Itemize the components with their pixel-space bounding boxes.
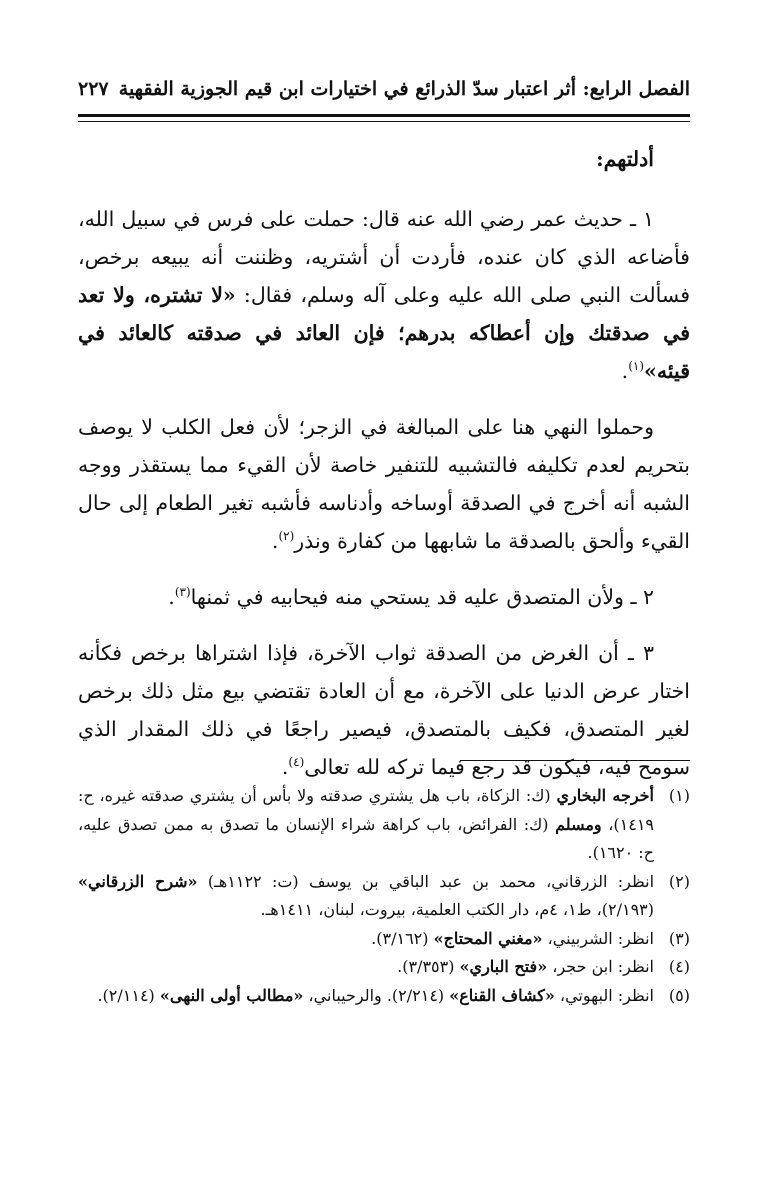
paragraph-text: ١ ـ حديث عمر رضي الله عنه قال: حملت على فرس في سبيل الله، فأضاعه الذي كان عنده، فأردت أن أشتريه، وظننت أنه يبيعه برخص، فسألت النبي صلى الله عليه وعلى آله وسلم، فقال: bbox=[78, 207, 690, 307]
section-heading: أدلتهم: bbox=[596, 147, 654, 171]
footnote-number: (٤) bbox=[668, 957, 690, 976]
footnote-item bbox=[78, 982, 690, 1011]
footnote-plain: انظر: الزرقاني، محمد بن عبد الباقي بن يوسف (ت: ١١٢٢هـ) bbox=[197, 871, 655, 891]
footnote-text bbox=[78, 782, 654, 868]
period: . bbox=[281, 755, 289, 779]
footnote-plain: (٢/١١٤). bbox=[97, 985, 160, 1005]
footnote-item bbox=[78, 782, 690, 868]
footnote-ref[interactable]: (٤) bbox=[288, 755, 305, 770]
footnote-item bbox=[78, 925, 690, 954]
footnote-item bbox=[78, 953, 690, 982]
footnotes bbox=[78, 782, 690, 1010]
footnote-bold: «مغني المحتاج» bbox=[433, 928, 543, 948]
paragraph-text: ٣ ـ أن الغرض من الصدقة ثواب الآخرة، فإذا اشتراها برخص فكأنه اختار عرض الدنيا على الآخرة، مع أن العادة تقتضي بيع مثل ذلك برخص لغير المتصدق، فكيف بالمتصدق، فيصير راجعًا في ذلك المقدار الذي سومح فيه، فيكون قد رجع فيما تركه لله تعالى bbox=[78, 641, 690, 779]
footnote-plain: (ك: الفرائض، باب كراهة شراء الإنسان ما تصدق به ممن تصدق عليه، ح: ١٦٢٠). bbox=[78, 814, 654, 862]
period: . bbox=[271, 529, 279, 553]
paragraph-text: ٢ ـ ولأن المتصدق عليه قد يستحي منه فيحابيه في ثمنها bbox=[190, 585, 654, 609]
running-header bbox=[78, 78, 690, 100]
footnote-plain: (٣/١٦٢). bbox=[371, 928, 434, 948]
paragraph-point-3 bbox=[78, 634, 690, 786]
footnote-plain: (٣/٣٥٣). bbox=[397, 957, 460, 976]
period: . bbox=[168, 585, 175, 609]
paragraph-explanation bbox=[78, 408, 690, 560]
footnote-plain: (٢/٢١٤). والرحيباني، bbox=[303, 985, 450, 1005]
footnote-bold: أخرجه البخاري bbox=[556, 786, 655, 805]
footnote-plain: انظر: الشربيني، bbox=[542, 928, 654, 948]
page-number: ٢٢٧ bbox=[78, 78, 109, 100]
footnote-number: (٢) bbox=[668, 871, 690, 891]
footnote-text bbox=[78, 953, 654, 982]
footnote-bold: «شرح الزرقاني» bbox=[78, 871, 198, 891]
main-text bbox=[78, 140, 690, 804]
paragraph-point-2 bbox=[78, 578, 690, 616]
footnote-ref[interactable]: (٢) bbox=[278, 529, 295, 544]
footnote-separator bbox=[460, 760, 690, 761]
hadith-quote: «لا تشتره، ولا تعد في صدقتك وإن أعطاكه بدرهم؛ فإن العائد في صدقته كالعائد في قيئه» bbox=[78, 283, 690, 383]
footnote-bold: «مطالب أولى النهى» bbox=[159, 985, 304, 1005]
footnote-bold: ومسلم bbox=[555, 814, 602, 834]
footnote-item bbox=[78, 868, 690, 925]
footnote-text bbox=[78, 925, 654, 954]
footnote-plain: (ك: الزكاة، باب هل يشتري صدقته ولا بأس أن يشتري صدقته غيره، ح: ١٤١٩)، bbox=[78, 786, 654, 834]
period: . bbox=[621, 359, 629, 383]
footnote-number: (٥) bbox=[668, 985, 690, 1005]
footnote-plain: انظر: البهوتي، bbox=[554, 985, 654, 1005]
chapter-title: الفصل الرابع: أثر اعتبار سدّ الذرائع في اختيارات ابن قيم الجوزية الفقهية bbox=[118, 78, 690, 100]
footnote-ref[interactable]: (١) bbox=[628, 359, 645, 374]
footnote-plain: انظر: ابن حجر، bbox=[547, 957, 654, 976]
footnote-text bbox=[78, 868, 654, 925]
footnote-bold: «فتح الباري» bbox=[459, 957, 548, 976]
paragraph-text: وحملوا النهي هنا على المبالغة في الزجر؛ لأن فعل الكلب لا يوصف بتحريم لعدم تكليفه فالتشبيه للتنفير خاصة لأن القيء مما يستقذر ووجه الشبه أنه أخرج في الصدقة أوساخه وأدناسه فأشبه تغير الطعام إلى حال القيء وألحق بالصدقة ما شابهها من كفارة ونذر bbox=[78, 415, 690, 553]
footnote-bold: «كشاف القناع» bbox=[449, 985, 555, 1005]
footnote-plain: (٢/١٩٣)، ط١، ٤م، دار الكتب العلمية، بيروت، لبنان، ١٤١١هـ. bbox=[260, 900, 654, 919]
footnote-number: (١) bbox=[668, 786, 690, 805]
paragraph-hadith bbox=[78, 200, 690, 390]
footnote-text bbox=[78, 982, 654, 1011]
footnote-number: (٣) bbox=[668, 928, 690, 948]
header-rule-thick bbox=[78, 114, 690, 117]
header-rule-thin bbox=[78, 121, 690, 122]
footnote-ref[interactable]: (٣) bbox=[174, 585, 191, 600]
